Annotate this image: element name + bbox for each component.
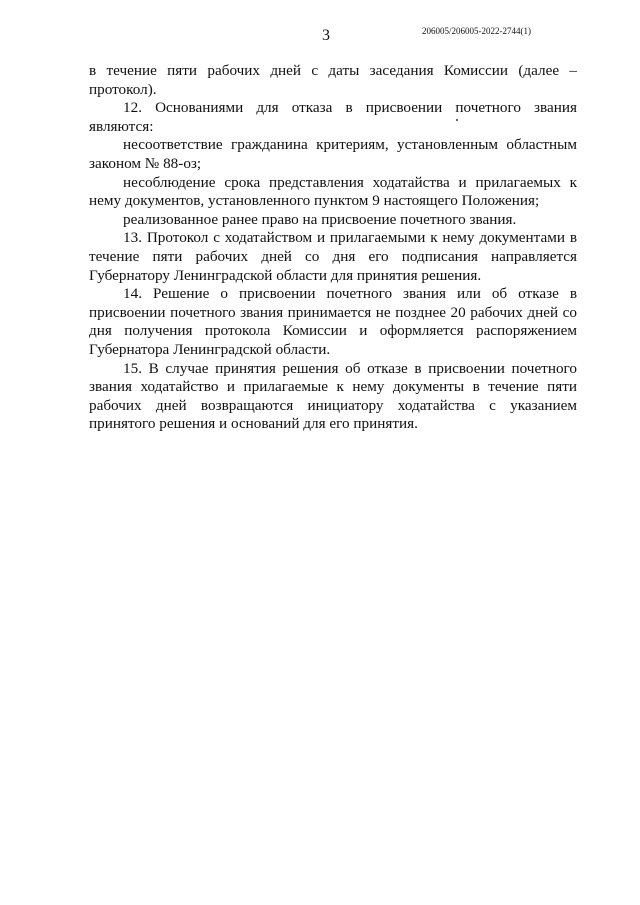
- paragraph-continuation: в течение пяти рабочих дней с даты заседания Комиссии (далее – протокол).: [89, 62, 577, 98]
- paragraph-14: 14. Решение о присвоении почетного звания или об отказе в присвоении почетного звания принимается не позднее 20 рабочих дней со дня получения протокола Комиссии и оформляется распоряжением Губернатора Ленинградской области.: [89, 285, 577, 358]
- paragraph-12-deadline: несоблюдение срока представления ходатайства и прилагаемых к нему документов, установленного пунктом 9 настоящего Положения;: [89, 173, 577, 210]
- paragraph-13: 13. Протокол с ходатайством и прилагаемыми к нему документами в течение пяти рабочих дней со дня его подписания направляется Губернатору Ленинградской области для принятия решения.: [89, 229, 577, 284]
- document-code: 206005/206005-2022-2744(1): [422, 26, 531, 36]
- paragraph-12-previous-right: реализованное ранее право на присвоение почетного звания.: [123, 210, 517, 228]
- document-body: [89, 62, 577, 434]
- paragraph-12: 12. Основаниями для отказа в присвоении почетного звания являются:: [89, 99, 577, 135]
- page-number: 3: [322, 27, 330, 44]
- paragraph-12-criteria: несоответствие гражданина критериям, установленным областным законом № 88-оз;: [89, 136, 577, 172]
- paragraph-15: 15. В случае принятия решения об отказе в присвоении почетного звания ходатайство и прилагаемые к нему документы в течение пяти рабочих дней возвращаются инициатору ходатайства с указанием принятого решения и оснований для его принятия.: [89, 359, 577, 433]
